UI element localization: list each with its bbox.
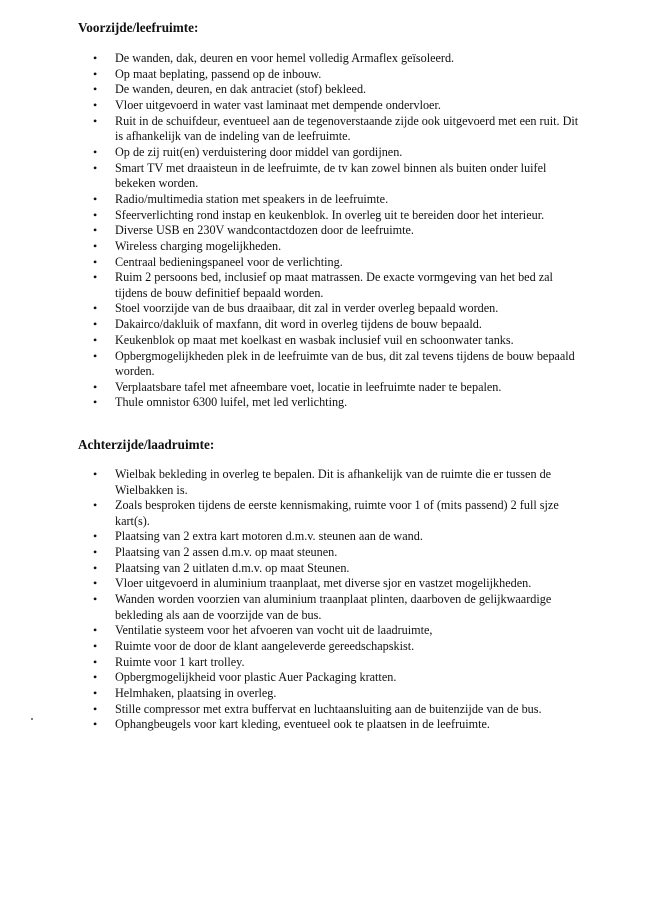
- list-item: [0, 717, 653, 733]
- list-item-text: Centraal bedieningspaneel voor de verlichting.: [115, 254, 343, 269]
- list-item: [0, 51, 653, 67]
- list-item-text: Op de zij ruit(en) verduistering door middel van gordijnen.: [115, 144, 403, 159]
- bullet-icon: •: [93, 654, 98, 669]
- bullet-icon: •: [93, 238, 98, 253]
- list-item-text: Opbergmogelijkheid voor plastic Auer Packaging kratten.: [115, 670, 397, 685]
- list-item-text: Smart TV met draaisteun in de leefruimte, de tv kan zowel binnen als buiten onder luifel bekeken worden.: [115, 160, 547, 191]
- list-item: [0, 114, 653, 145]
- list-item: [0, 639, 653, 655]
- bullet-icon: •: [93, 160, 98, 175]
- list-item-text: Ruimte voor 1 kart trolley.: [115, 654, 245, 669]
- bullet-icon: •: [93, 623, 98, 638]
- bullet-icon: •: [93, 191, 98, 206]
- list-item: [0, 145, 653, 161]
- bullet-icon: •: [93, 98, 98, 113]
- list-item: [0, 395, 653, 411]
- list-item: [0, 380, 653, 396]
- bullet-icon: •: [93, 332, 98, 347]
- list-item: [0, 82, 653, 98]
- list-item-text: Plaatsing van 2 uitlaten d.m.v. op maat Steunen.: [115, 560, 350, 575]
- bullet-icon: •: [93, 670, 98, 685]
- bullet-icon: •: [93, 395, 98, 410]
- bullet-icon: •: [93, 317, 98, 332]
- bullet-icon: •: [93, 348, 98, 363]
- list-item: [0, 686, 653, 702]
- list-item-text: De wanden, dak, deuren en voor hemel volledig Armaflex geïsoleerd.: [115, 51, 455, 65]
- list-item: [0, 98, 653, 114]
- list-item: [0, 561, 653, 577]
- list-item: [0, 592, 653, 623]
- list-item: [0, 545, 653, 561]
- list-item-text: Opbergmogelijkheden plek in de leefruimte van de bus, dit zal tevens tijdens de bouw bepaald worden.: [115, 348, 575, 378]
- list-item: [0, 349, 653, 380]
- bullet-icon: •: [93, 223, 98, 238]
- bullet-icon: •: [93, 592, 98, 607]
- list-item: [0, 702, 653, 718]
- list-item-text: Radio/multimedia station met speakers in de leefruimte.: [115, 191, 389, 206]
- section-heading-voorzijde: Voorzijde/leefruimte:: [78, 20, 199, 35]
- list-item-text: De wanden, deuren, en dak antraciet (stof) bekleed.: [115, 82, 367, 97]
- list-item-text: Diverse USB en 230V wandcontactdozen door de leefruimte.: [115, 223, 414, 238]
- list-item-text: Ophangbeugels voor kart kleding, eventueel ook te plaatsen in de leefruimte.: [115, 717, 490, 732]
- scan-speck: [31, 718, 33, 720]
- bullet-icon: •: [93, 207, 98, 222]
- list-item: [0, 317, 653, 333]
- list-item: [0, 223, 653, 239]
- list-item-text: Zoals besproken tijdens de eerste kennismaking, ruimte voor 1 of (mits passend) 2 full sjze kart(s).: [115, 498, 559, 528]
- list-item-text: Dakairco/dakluik of maxfann, dit word in overleg tijdens de bouw bepaald.: [115, 317, 482, 332]
- list-item: [0, 576, 653, 592]
- list-item-text: Ventilatie systeem voor het afvoeren van vocht uit de laadruimte,: [115, 623, 433, 638]
- list-item: [0, 333, 653, 349]
- list-item-text: Vloer uitgevoerd in aluminium traanplaat, met diverse sjor en vastzet mogelijkheden.: [115, 576, 532, 591]
- list-item: [0, 467, 653, 498]
- bullet-icon: •: [93, 254, 98, 269]
- bullet-icon: •: [93, 113, 98, 128]
- bullet-icon: •: [93, 545, 98, 560]
- list-item: [0, 239, 653, 255]
- bullet-icon: •: [93, 66, 98, 81]
- list-item-text: Plaatsing van 2 extra kart motoren d.m.v. steunen aan de wand.: [115, 529, 423, 544]
- list-item: [0, 255, 653, 271]
- list-item: [0, 529, 653, 545]
- list-item: [0, 192, 653, 208]
- section-heading-achterzijde: Achterzijde/laadruimte:: [78, 437, 215, 452]
- list-item: [0, 670, 653, 686]
- list-item: [0, 270, 653, 301]
- bullet-icon: •: [93, 560, 98, 575]
- list-item-text: Stoel voorzijde van de bus draaibaar, dit zal in verder overleg bepaald worden.: [115, 301, 499, 316]
- bullet-icon: •: [93, 498, 98, 513]
- bullet-icon: •: [93, 717, 98, 732]
- list-item-text: Ruimte voor de door de klant aangeleverde gereedschapskist.: [115, 639, 415, 653]
- bullet-icon: •: [93, 51, 98, 65]
- bullet-icon: •: [93, 270, 98, 285]
- list-item: [0, 161, 653, 192]
- bullet-icon: •: [93, 576, 98, 591]
- list-item: [0, 67, 653, 83]
- bullet-icon: •: [93, 639, 98, 653]
- list-item-text: Wanden worden voorzien van aluminium traanplaat plinten, daarboven de gelijkwaardige bekleding als aan de voorzijde van de bus.: [115, 592, 552, 622]
- bullet-list-voorzijde: [0, 51, 653, 411]
- list-item-text: Op maat beplating, passend op de inbouw.: [115, 66, 322, 81]
- list-item-text: Verplaatsbare tafel met afneembare voet, locatie in leefruimte nader te bepalen.: [115, 379, 502, 394]
- list-item-text: Wielbak bekleding in overleg te bepalen. Dit is afhankelijk van de ruimte die er tussen de Wielbakken is.: [115, 467, 552, 497]
- list-item-text: Vloer uitgevoerd in water vast laminaat met dempende ondervloer.: [115, 98, 441, 113]
- list-item-text: Keukenblok op maat met koelkast en wasbak inclusief vuil en schoonwater tanks.: [115, 332, 514, 347]
- bullet-icon: •: [93, 82, 98, 97]
- list-item: [0, 655, 653, 671]
- bullet-icon: •: [93, 686, 98, 701]
- bullet-icon: •: [93, 301, 98, 316]
- bullet-icon: •: [93, 379, 98, 394]
- list-item: [0, 498, 653, 529]
- bullet-icon: •: [93, 144, 98, 159]
- bullet-list-achterzijde: [0, 467, 653, 733]
- list-item: [0, 623, 653, 639]
- bullet-icon: •: [93, 467, 98, 481]
- list-item-text: Wireless charging mogelijkheden.: [115, 238, 282, 253]
- list-item-text: Sfeerverlichting rond instap en keukenblok. In overleg uit te bereiden door het interieur.: [115, 207, 545, 222]
- list-item-text: Plaatsing van 2 assen d.m.v. op maat steunen.: [115, 545, 338, 560]
- list-item-text: Thule omnistor 6300 luifel, met led verlichting.: [115, 395, 348, 410]
- bullet-icon: •: [93, 701, 98, 716]
- list-item-text: Ruit in de schuifdeur, eventueel aan de tegenoverstaande zijde ook uitgevoerd met een ruit. Dit is afhankelijk van de indeling van de leefruimte.: [115, 113, 579, 144]
- list-item-text: Ruim 2 persoons bed, inclusief op maat matrassen. De exacte vormgeving van het bed zal tijdens de bouw definitief bepaald worden.: [115, 270, 553, 300]
- bullet-icon: •: [93, 529, 98, 544]
- list-item-text: Stille compressor met extra buffervat en luchtaansluiting aan de buitenzijde van de bus.: [115, 701, 542, 716]
- list-item: [0, 301, 653, 317]
- list-item-text: Helmhaken, plaatsing in overleg.: [115, 686, 277, 701]
- list-item: [0, 208, 653, 224]
